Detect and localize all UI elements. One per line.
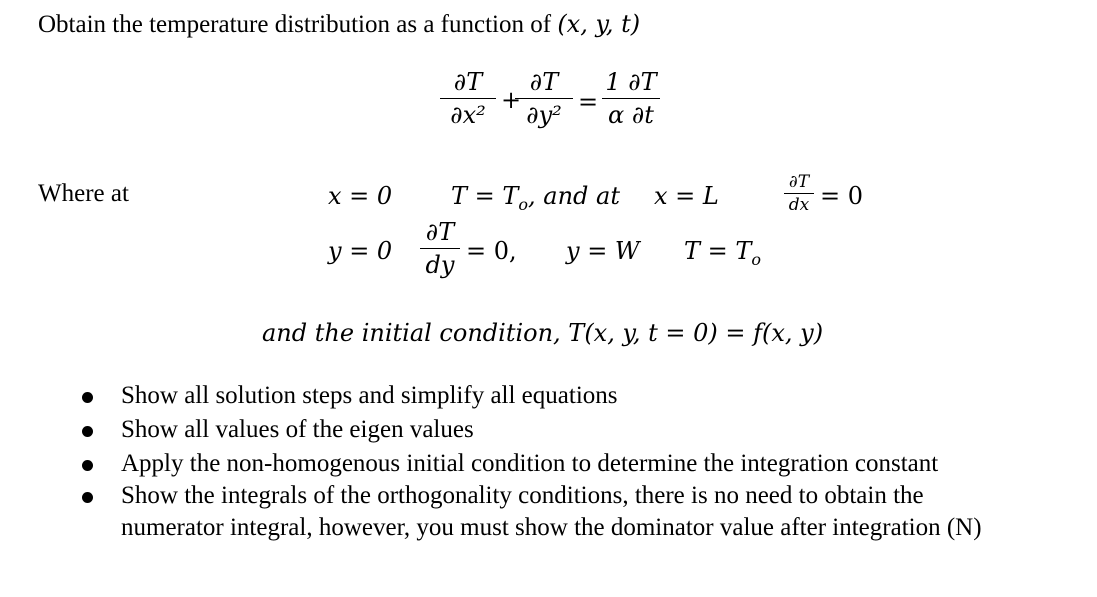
bullet-2: [82, 426, 93, 437]
xL-condition: x = L: [654, 182, 719, 210]
rhs-fraction: [602, 68, 660, 129]
instruction-2: Show all values of the eigen values: [121, 416, 474, 443]
x0-condition: x = 0: [328, 182, 393, 210]
term2-numerator: ∂T: [529, 68, 559, 96]
instruction-1: Show all solution steps and simplify all equations: [121, 382, 618, 409]
rhs-numerator: 1 ∂T: [605, 68, 657, 96]
term1-numerator: ∂T: [453, 68, 483, 96]
y0-condition: y = 0: [328, 237, 393, 265]
xL-bar: [784, 193, 814, 194]
yW-condition: y = W: [566, 237, 640, 265]
equals-sign: =: [578, 88, 599, 116]
term1-bar: [440, 98, 496, 99]
xL-equals-zero: = 0: [820, 182, 864, 210]
y0-bar: [420, 248, 460, 249]
y0-equals-zero: = 0,: [466, 237, 517, 265]
rhs-denominator: α ∂t: [608, 101, 654, 129]
instruction-3: Apply the non-homogenous initial condition to determine the integration constant: [121, 450, 939, 477]
term2-fraction: [515, 68, 573, 129]
problem-title-vars: (x, y, t): [557, 10, 641, 38]
bullet-3: [82, 460, 93, 471]
problem-title-text: Obtain the temperature distribution as a function of: [38, 11, 558, 38]
yW-temperature-text: T = T: [684, 237, 752, 265]
and-at-text: , and at: [528, 182, 620, 210]
y0-derivative: [420, 218, 460, 279]
bullet-1: [82, 392, 93, 403]
y0-numerator: ∂T: [425, 218, 455, 246]
problem-title: [38, 10, 640, 39]
plus-sign: +: [501, 86, 522, 114]
instruction-4-continued: numerator integral, however, you must show the dominator value after integration (N): [121, 514, 982, 541]
x0-subscript: o: [518, 194, 529, 214]
x0-temperature-text: T = T: [451, 182, 519, 210]
xL-numerator: ∂T: [788, 172, 810, 192]
rhs-bar: [602, 98, 660, 99]
term1-fraction: [440, 68, 496, 129]
where-at-label: Where at: [38, 180, 129, 207]
term1-denominator: ∂x²: [450, 101, 486, 129]
xL-derivative: [784, 172, 814, 215]
instruction-4: Show the integrals of the orthogonality conditions, there is no need to obtain the: [121, 482, 924, 509]
initial-condition: and the initial condition, T(x, y, t = 0) = f(x, y): [262, 319, 824, 347]
xL-denominator: dx: [788, 195, 810, 215]
y0-denominator: dy: [425, 251, 455, 279]
yW-temperature: [684, 237, 761, 269]
x0-temperature: [451, 182, 620, 214]
bullet-4: [82, 492, 93, 503]
yW-subscript: o: [751, 249, 762, 269]
term2-bar: [515, 98, 573, 99]
term2-denominator: ∂y²: [526, 101, 562, 129]
